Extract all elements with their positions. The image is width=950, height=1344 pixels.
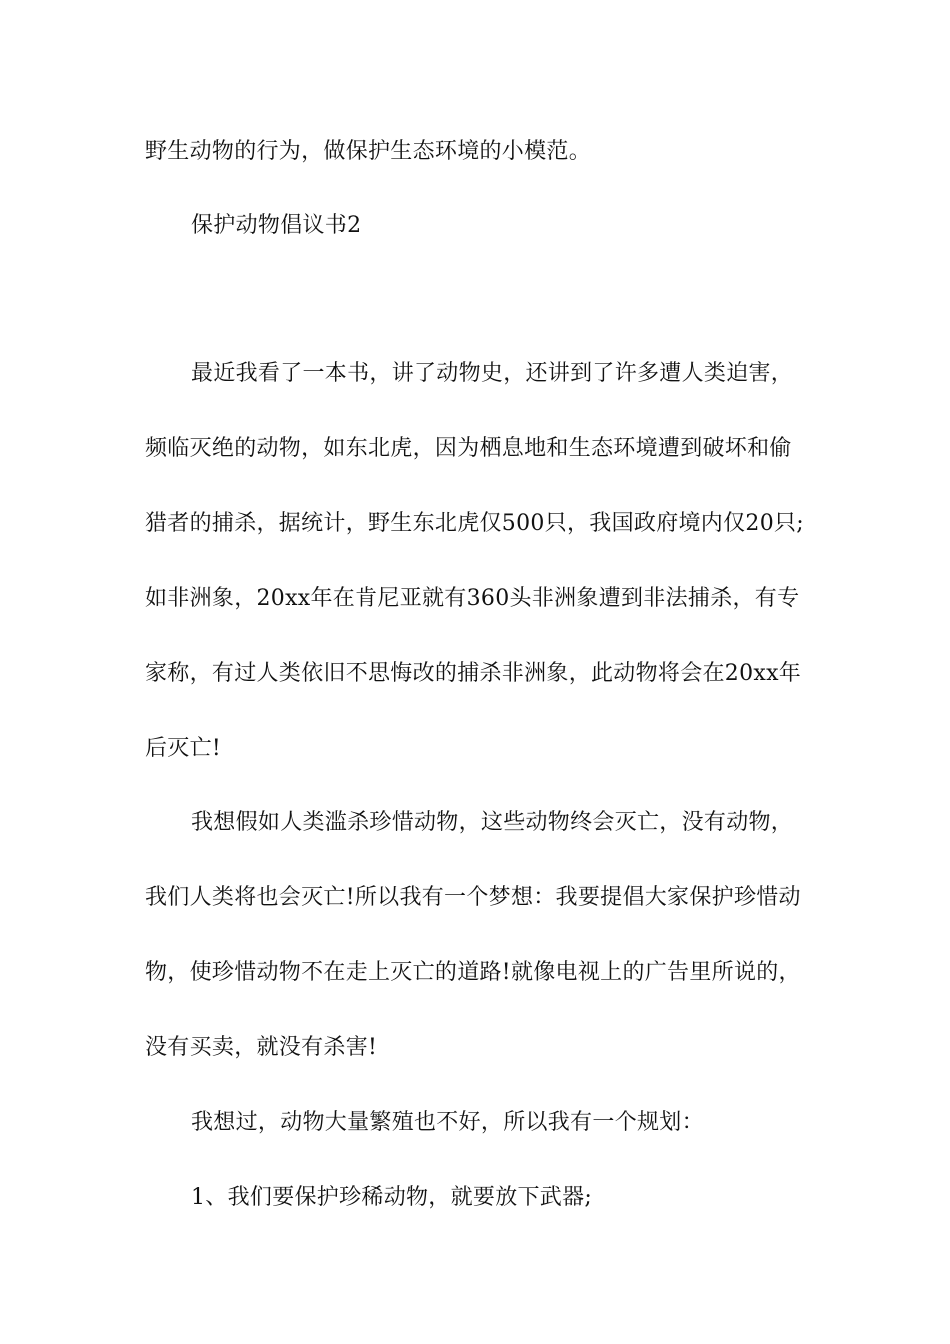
text-line: 我们人类将也会灭亡!所以我有一个梦想：我要提倡大家保护珍惜动: [145, 885, 801, 910]
text-line: 没有买卖，就没有杀害!: [145, 1035, 378, 1060]
text-line: 后灭亡!: [145, 736, 222, 761]
text-line: 如非洲象，20xx年在肯尼亚就有360头非洲象遭到非法捕杀，有专: [145, 586, 800, 611]
text-line: 猎者的捕杀，据统计，野生东北虎仅500只，我国政府境内仅20只;: [145, 511, 804, 536]
list-item: 1、我们要保护珍稀动物，就要放下武器;: [191, 1185, 593, 1210]
text-line: 物，使珍惜动物不在走上灭亡的道路!就像电视上的广告里所说的，: [145, 960, 801, 985]
text-line: 我想过，动物大量繁殖也不好，所以我有一个规划：: [191, 1110, 704, 1135]
text-line: 家称，有过人类依旧不思悔改的捕杀非洲象，此动物将会在20xx年: [145, 661, 802, 686]
text-line: 我想假如人类滥杀珍惜动物，这些动物终会灭亡，没有动物，: [191, 810, 794, 835]
text-line: 频临灭绝的动物，如东北虎，因为栖息地和生态环境遭到破坏和偷: [145, 436, 792, 461]
section-title: 保护动物倡议书2: [191, 213, 362, 238]
text-line: 野生动物的行为，做保护生态环境的小模范。: [145, 139, 592, 164]
text-line: 最近我看了一本书，讲了动物史，还讲到了许多遭人类迫害，: [191, 361, 794, 386]
